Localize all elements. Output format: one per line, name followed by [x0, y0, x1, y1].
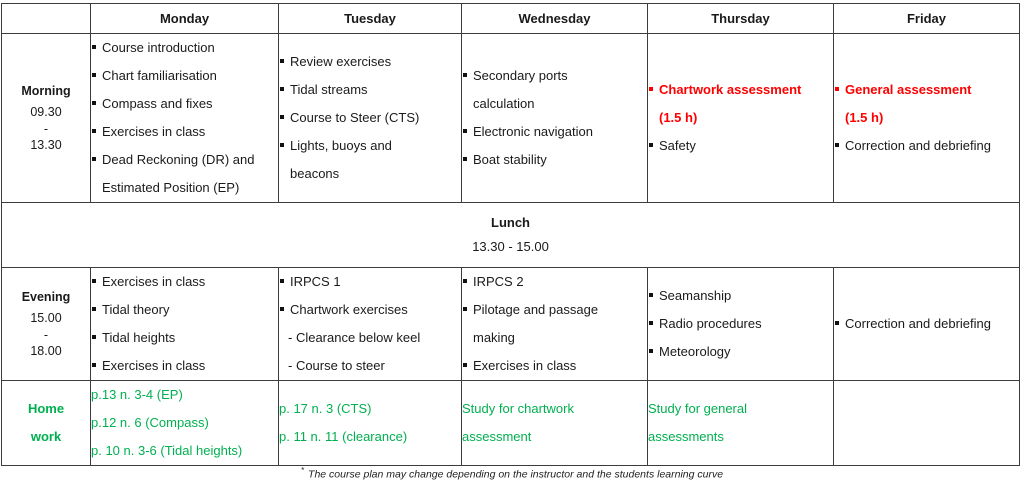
morning-friday [834, 34, 1020, 203]
bullet-icon [648, 338, 655, 366]
header-row [2, 4, 1020, 34]
evening-row [2, 268, 1020, 381]
bullet-icon [462, 146, 469, 174]
footnote-mark: * [300, 466, 305, 475]
morning-row [2, 34, 1020, 203]
day-header-wednesday: Wednesday [462, 4, 648, 34]
morning-start-time: 09.30 [30, 104, 62, 119]
bullet-icon [91, 352, 98, 380]
bullet-icon [91, 146, 98, 174]
bullet-icon [279, 48, 286, 76]
list-item: Course to Steer (CTS) [279, 104, 461, 132]
list-item-continuation: making [473, 330, 515, 345]
list-item: Exercises in class [91, 352, 278, 380]
list-item: Meteorology [648, 338, 833, 366]
bullet-icon [279, 132, 286, 160]
list-item: Correction and debriefing [834, 132, 1019, 160]
bullet-icon [648, 132, 655, 160]
list-item: Electronic navigation [462, 118, 647, 146]
list-item: IRPCS 2 [462, 268, 647, 296]
bullet-icon [279, 76, 286, 104]
homework-item: p. 11 n. 11 (clearance) [279, 429, 408, 444]
bullet-icon [279, 296, 286, 324]
corner-cell [2, 4, 91, 34]
list-item: Exercises in class [91, 118, 278, 146]
bullet-icon [91, 268, 98, 296]
homework-item: Study for general [648, 401, 748, 416]
bullet-icon [462, 268, 469, 296]
bullet-icon [834, 132, 841, 160]
day-header-tuesday: Tuesday [279, 4, 462, 34]
list-item: Radio procedures [648, 310, 833, 338]
list-item: Tidal streams [279, 76, 461, 104]
list-item-continuation: calculation [473, 96, 535, 111]
homework-monday [91, 381, 279, 466]
evening-start-time: 15.00 [30, 310, 62, 325]
list-item: IRPCS 1 [279, 268, 461, 296]
day-header-friday: Friday [834, 4, 1020, 34]
bullet-icon [279, 104, 286, 132]
bullet-icon [91, 324, 98, 352]
list-item: Chart familiarisation [91, 62, 278, 90]
bullet-icon [462, 118, 469, 146]
homework-friday [834, 381, 1020, 466]
lunch-cell [2, 203, 1020, 268]
bullet-icon [91, 118, 98, 146]
homework-title-line-1: Home [27, 401, 65, 416]
homework-tuesday [279, 381, 462, 466]
morning-wednesday [462, 34, 648, 203]
homework-thursday [648, 381, 834, 466]
homework-item: assessment [462, 429, 532, 444]
list-subitem: - Clearance below keel [288, 330, 421, 345]
list-item: Exercises in class [462, 352, 647, 380]
bullet-icon [834, 76, 841, 104]
bullet-icon [91, 34, 98, 62]
list-item: Tidal theory [91, 296, 278, 324]
lunch-row [2, 203, 1020, 268]
homework-item: p.13 n. 3-4 (EP) [91, 387, 183, 402]
list-item: Lights, buoys and [279, 132, 461, 160]
bullet-icon [91, 296, 98, 324]
morning-thursday [648, 34, 834, 203]
bullet-icon [279, 268, 286, 296]
footnote [0, 466, 1024, 481]
homework-wednesday [462, 381, 648, 466]
list-subitem: - Course to steer [288, 358, 385, 373]
course-plan-table [1, 3, 1020, 466]
list-item-continuation: beacons [290, 166, 340, 181]
bullet-icon [462, 296, 469, 324]
evening-thursday [648, 268, 834, 381]
homework-item: Study for chartwork [462, 401, 574, 416]
homework-item: p. 10 n. 3-6 (Tidal heights) [91, 443, 243, 458]
list-item: Boat stability [462, 146, 647, 174]
list-item: Chartwork exercises [279, 296, 461, 324]
list-item: Safety [648, 132, 833, 160]
assessment-item: General assessment [834, 76, 1019, 104]
lunch-title: Lunch [491, 215, 530, 230]
list-item: Course introduction [91, 34, 278, 62]
bullet-icon [834, 310, 841, 338]
evening-friday [834, 268, 1020, 381]
morning-monday [91, 34, 279, 203]
bullet-icon [648, 310, 655, 338]
evening-time-separator: - [43, 327, 49, 342]
homework-row [2, 381, 1020, 466]
evening-monday [91, 268, 279, 381]
list-item: Dead Reckoning (DR) and [91, 146, 278, 174]
evening-tuesday [279, 268, 462, 381]
evening-title: Evening [21, 289, 71, 304]
homework-item: p. 17 n. 3 (CTS) [279, 401, 372, 416]
evening-label [2, 268, 91, 381]
homework-item: p.12 n. 6 (Compass) [91, 415, 209, 430]
homework-item: assessments [648, 429, 724, 444]
list-item: Exercises in class [91, 268, 278, 296]
day-header-monday: Monday [91, 4, 279, 34]
morning-end-time: 13.30 [30, 137, 62, 152]
list-item: Compass and fixes [91, 90, 278, 118]
list-item: Correction and debriefing [834, 310, 1019, 338]
bullet-icon [648, 76, 655, 104]
footnote-text: The course plan may change depending on the instructor and the students learning curve [308, 468, 724, 481]
bullet-icon [462, 352, 469, 380]
evening-end-time: 18.00 [30, 343, 62, 358]
bullet-icon [91, 62, 98, 90]
lunch-time: 13.30 - 15.00 [472, 239, 549, 254]
bullet-icon [462, 62, 469, 90]
assessment-item: Chartwork assessment [648, 76, 833, 104]
list-item: Review exercises [279, 48, 461, 76]
list-item: Tidal heights [91, 324, 278, 352]
list-item: Pilotage and passage [462, 296, 647, 324]
morning-label [2, 34, 91, 203]
bullet-icon [648, 282, 655, 310]
evening-wednesday [462, 268, 648, 381]
morning-tuesday [279, 34, 462, 203]
list-item: Secondary ports [462, 62, 647, 90]
morning-time-separator: - [43, 121, 49, 136]
assessment-duration: (1.5 h) [845, 110, 884, 125]
assessment-duration: (1.5 h) [659, 110, 698, 125]
homework-label [2, 381, 91, 466]
bullet-icon [91, 90, 98, 118]
list-item: Seamanship [648, 282, 833, 310]
list-item-continuation: Estimated Position (EP) [102, 180, 240, 195]
homework-title-line-2: work [30, 429, 62, 444]
morning-title: Morning [21, 83, 71, 98]
day-header-thursday: Thursday [648, 4, 834, 34]
